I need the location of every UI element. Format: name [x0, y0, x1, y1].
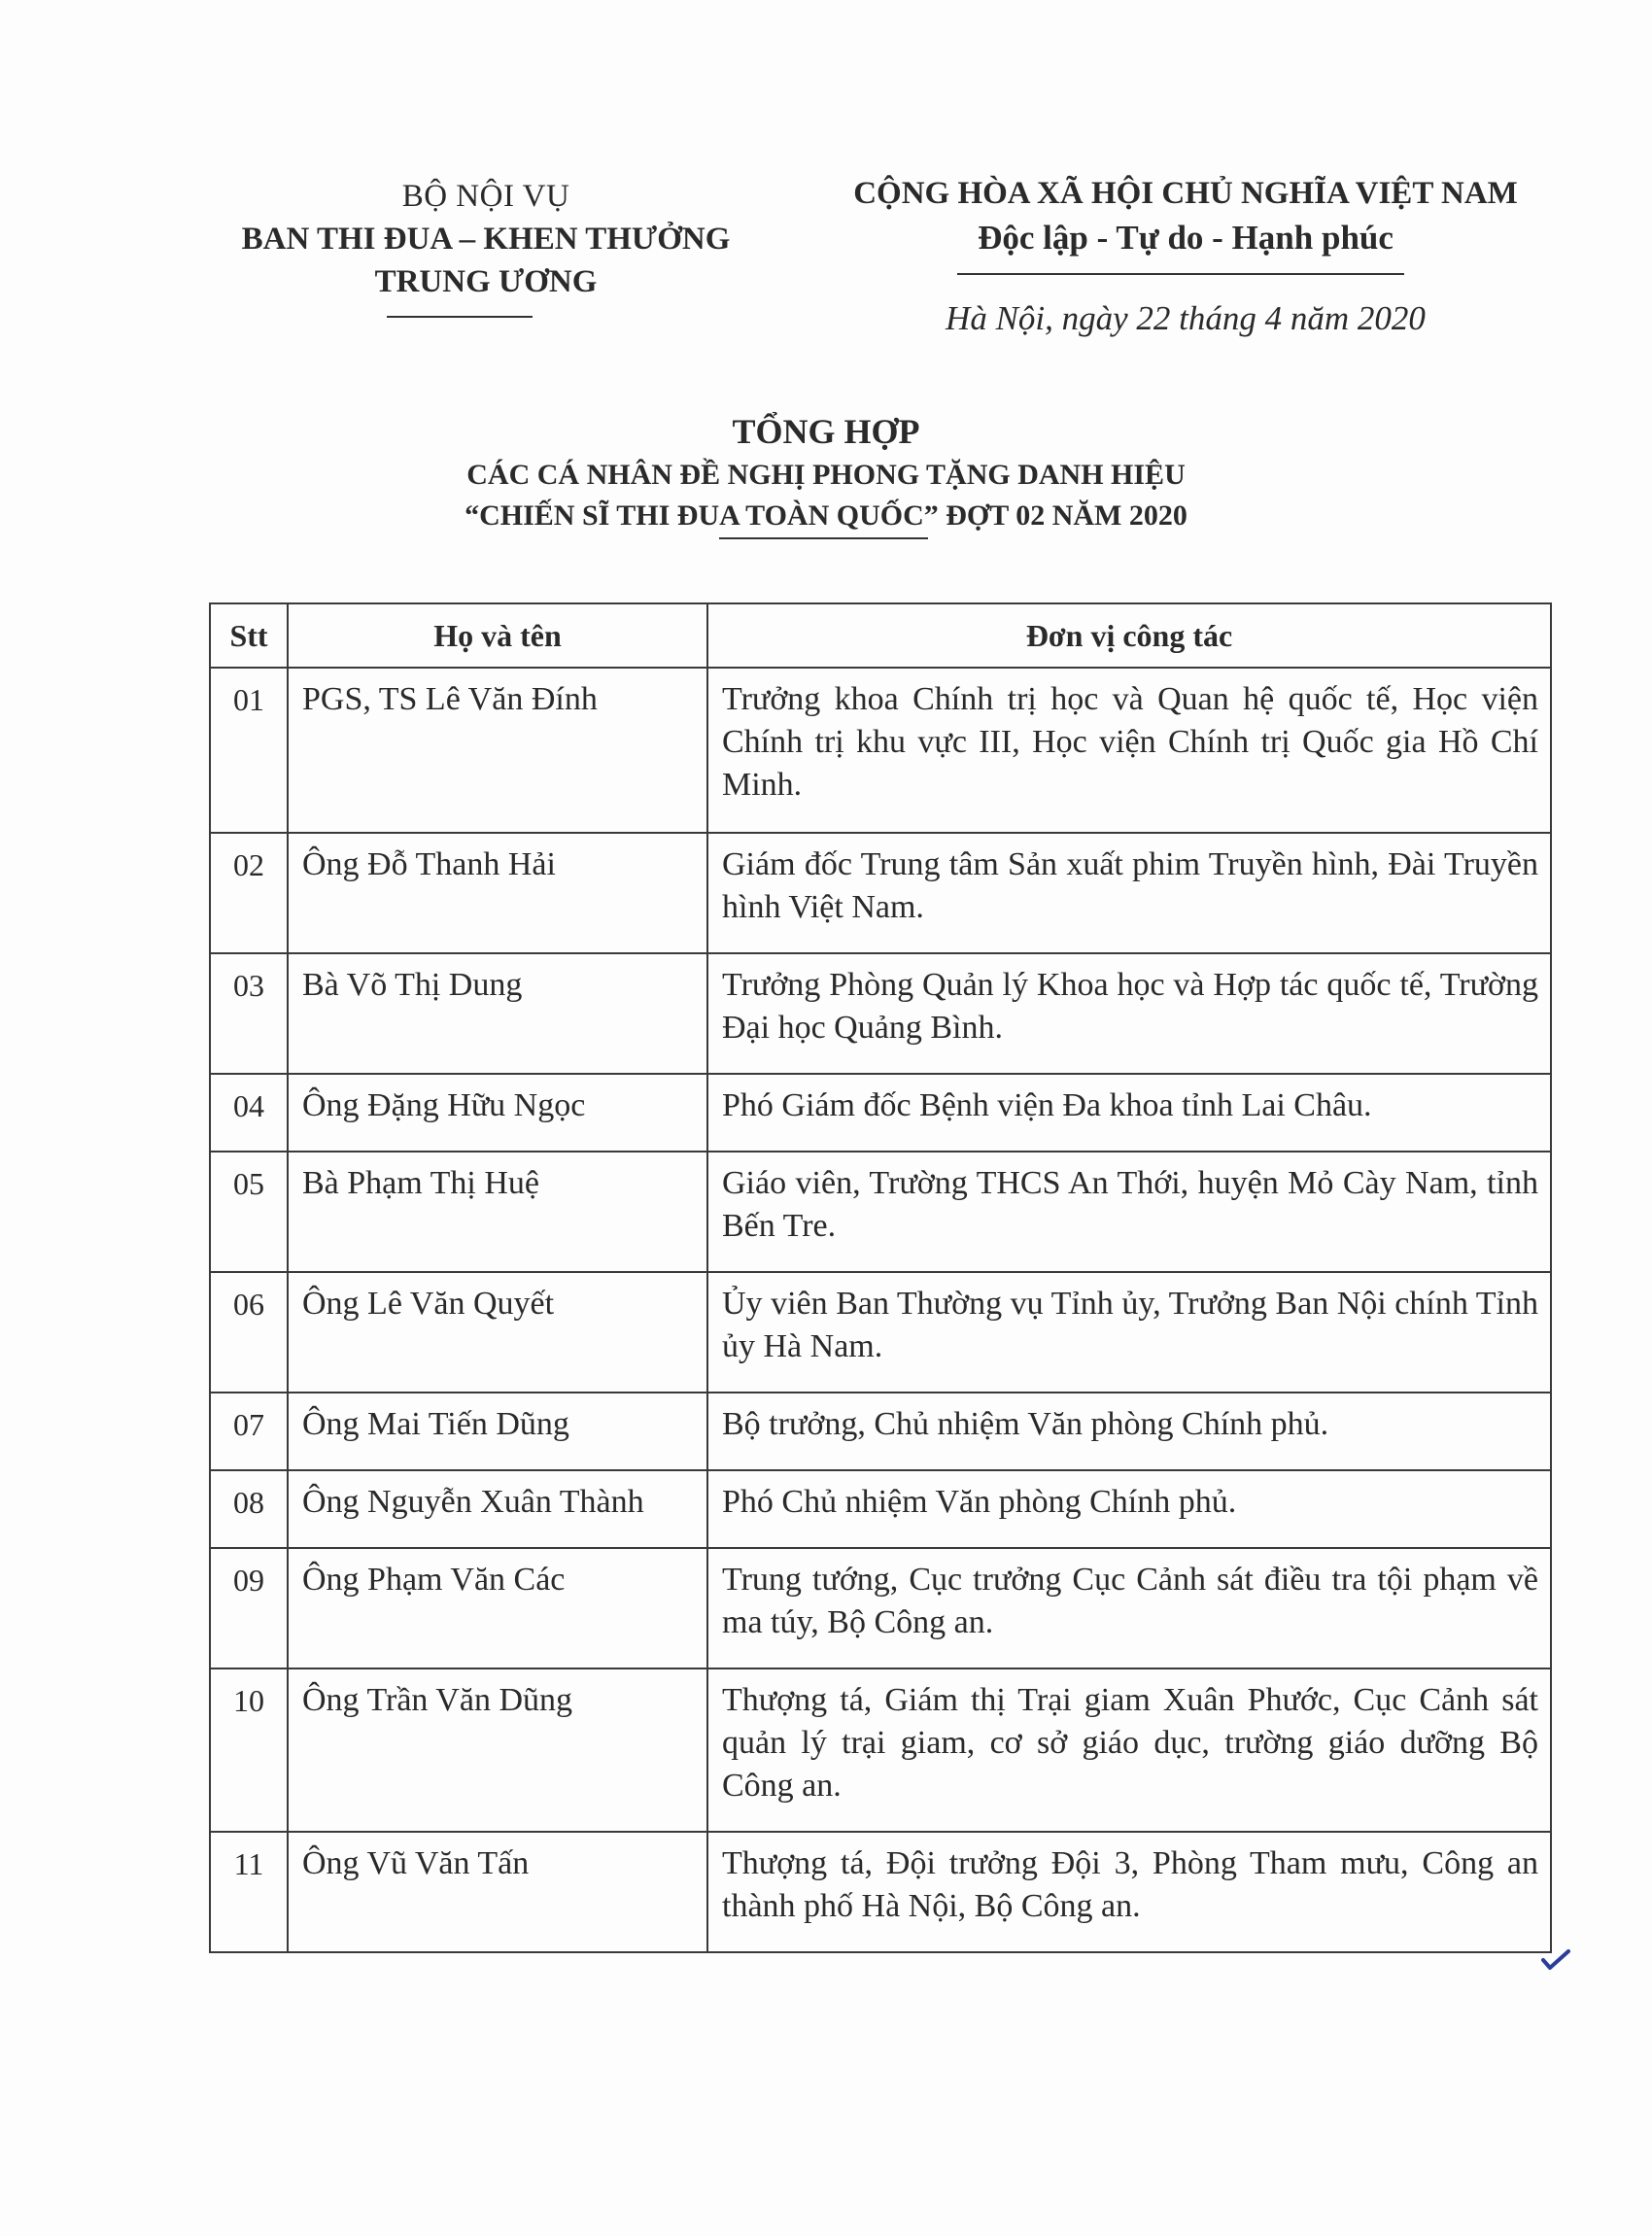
issuing-agency-block — [194, 175, 777, 303]
row-number: 05 — [210, 1152, 288, 1272]
board-name: BAN THI ĐUA – KHEN THƯỞNG — [241, 222, 731, 257]
document-title: TỔNG HỢP — [732, 412, 920, 451]
nominee-name: Bà Phạm Thị Huệ — [288, 1152, 707, 1272]
nominee-name: PGS, TS Lê Văn Đính — [288, 668, 707, 833]
nominee-name: Bà Võ Thị Dung — [288, 953, 707, 1074]
motto-underline — [957, 273, 1404, 275]
row-number: 11 — [210, 1832, 288, 1952]
table-row — [210, 833, 1551, 953]
row-number: 08 — [210, 1470, 288, 1548]
row-number: 02 — [210, 833, 288, 953]
column-header-stt: Stt — [210, 603, 288, 668]
row-number: 09 — [210, 1548, 288, 1668]
nominee-workplace: Phó Chủ nhiệm Văn phòng Chính phủ. — [707, 1470, 1551, 1548]
ministry-name: BỘ NỘI VỤ — [401, 179, 570, 214]
nominee-name: Ông Phạm Văn Các — [288, 1548, 707, 1668]
nominee-workplace: Phó Giám đốc Bệnh viện Đa khoa tỉnh Lai Châu. — [707, 1074, 1551, 1152]
table-body — [210, 668, 1551, 1952]
table-row — [210, 1152, 1551, 1272]
table-row — [210, 1272, 1551, 1393]
nominee-workplace: Thượng tá, Giám thị Trại giam Xuân Phước, Cục Cảnh sát quản lý trại giam, cơ sở giáo dục, trường giáo dưỡng Bộ Công an. — [707, 1668, 1551, 1832]
table-row — [210, 953, 1551, 1074]
column-header-name: Họ và tên — [288, 603, 707, 668]
nominee-name: Ông Đặng Hữu Ngọc — [288, 1074, 707, 1152]
nominee-workplace: Trưởng Phòng Quản lý Khoa học và Hợp tác quốc tế, Trường Đại học Quảng Bình. — [707, 953, 1551, 1074]
table-row — [210, 1470, 1551, 1548]
table-row — [210, 1668, 1551, 1832]
column-header-unit: Đơn vị công tác — [707, 603, 1551, 668]
nominee-workplace: Giám đốc Trung tâm Sản xuất phim Truyền hình, Đài Truyền hình Việt Nam. — [707, 833, 1551, 953]
nominee-workplace: Giáo viên, Trường THCS An Thới, huyện Mỏ Cày Nam, tỉnh Bến Tre. — [707, 1152, 1551, 1272]
national-heading-block — [811, 171, 1560, 260]
row-number: 03 — [210, 953, 288, 1074]
nominee-workplace: Thượng tá, Đội trưởng Đội 3, Phòng Tham mưu, Công an thành phố Hà Nội, Bộ Công an. — [707, 1832, 1551, 1952]
document-subtitle-line2: “CHIẾN SĨ THI ĐUA TOÀN QUỐC” ĐỢT 02 NĂM 2020 — [465, 499, 1187, 532]
place-date-line: Hà Nội, ngày 22 tháng 4 năm 2020 — [946, 299, 1426, 337]
table-row — [210, 1393, 1551, 1470]
nominee-name: Ông Mai Tiến Dũng — [288, 1393, 707, 1470]
document-subtitle-line1: CÁC CÁ NHÂN ĐỀ NGHỊ PHONG TẶNG DANH HIỆU — [466, 459, 1186, 491]
table-row — [210, 668, 1551, 833]
board-level: TRUNG ƯƠNG — [374, 264, 598, 299]
nominee-workplace: Bộ trưởng, Chủ nhiệm Văn phòng Chính phủ. — [707, 1393, 1551, 1470]
row-number: 10 — [210, 1668, 288, 1832]
nominee-table — [209, 602, 1552, 1953]
title-underline — [719, 537, 928, 539]
nation-name: CỘNG HÒA XÃ HỘI CHỦ NGHĨA VIỆT NAM — [853, 176, 1518, 211]
document-title-block — [194, 408, 1458, 536]
checkmark-icon — [1541, 1948, 1570, 1972]
nominee-name: Ông Lê Văn Quyết — [288, 1272, 707, 1393]
nominee-workplace: Ủy viên Ban Thường vụ Tỉnh ủy, Trưởng Ban Nội chính Tỉnh ủy Hà Nam. — [707, 1272, 1551, 1393]
nominee-name: Ông Đỗ Thanh Hải — [288, 833, 707, 953]
agency-underline — [387, 316, 533, 318]
nominee-name: Ông Nguyễn Xuân Thành — [288, 1470, 707, 1548]
nominee-workplace: Trưởng khoa Chính trị học và Quan hệ quốc tế, Học viện Chính trị khu vực III, Học viện Chính trị Quốc gia Hồ Chí Minh. — [707, 668, 1551, 833]
nominee-name: Ông Trần Văn Dũng — [288, 1668, 707, 1832]
nominee-name: Ông Vũ Văn Tấn — [288, 1832, 707, 1952]
nominee-workplace: Trung tướng, Cục trưởng Cục Cảnh sát điều tra tội phạm về ma túy, Bộ Công an. — [707, 1548, 1551, 1668]
table-row — [210, 1832, 1551, 1952]
table-row — [210, 1548, 1551, 1668]
row-number: 04 — [210, 1074, 288, 1152]
table-row — [210, 1074, 1551, 1152]
table-header-row — [210, 603, 1551, 668]
row-number: 06 — [210, 1272, 288, 1393]
national-motto: Độc lập - Tự do - Hạnh phúc — [978, 219, 1394, 257]
row-number: 01 — [210, 668, 288, 833]
row-number: 07 — [210, 1393, 288, 1470]
